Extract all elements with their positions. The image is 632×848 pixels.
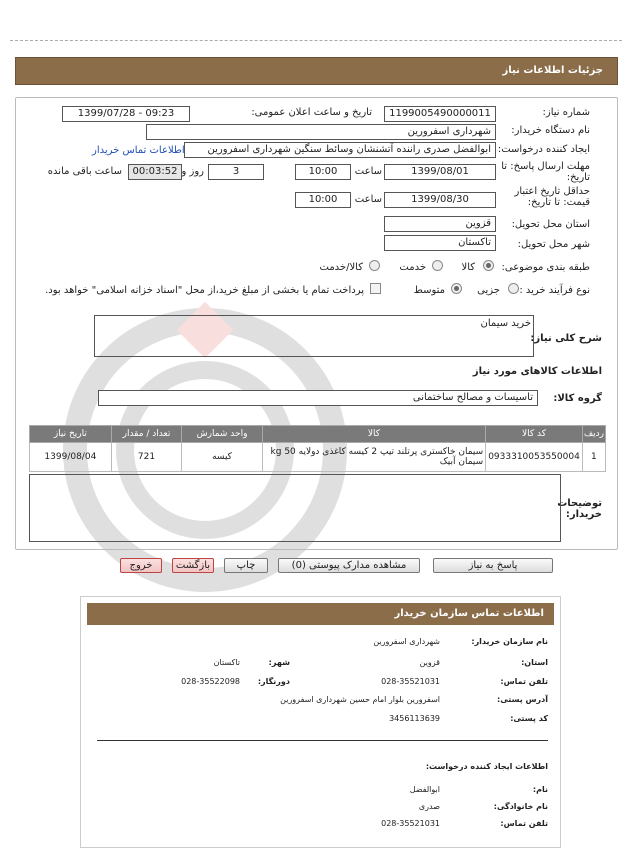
- buyer-field: شهرداری اسفرورین: [146, 124, 496, 140]
- remaining-time-field: 00:03:52: [128, 164, 182, 180]
- col-unit: واحد شمارش: [182, 426, 263, 443]
- buyer-contact-link[interactable]: اطلاعات تماس خریدار: [92, 145, 185, 156]
- creator-family-label: نام خانوادگی:: [493, 802, 548, 811]
- buyer-notes-field: [29, 474, 561, 542]
- buyer-notes-label: توضیحات خریدار:: [557, 498, 602, 520]
- category-service-radio[interactable]: [432, 260, 443, 271]
- cell-qty: 721: [111, 443, 182, 472]
- process-partial-radio[interactable]: [508, 283, 519, 294]
- cell-unit: کیسه: [182, 443, 263, 472]
- creator-phone-label: تلفن تماس:: [500, 819, 548, 828]
- deadline-time-label: ساعت: [354, 166, 382, 177]
- category-label: طبقه بندی موضوعی:: [501, 262, 590, 273]
- category-goods-radio[interactable]: [483, 260, 494, 271]
- page-header: [15, 57, 618, 85]
- announce-field: 1399/07/28 - 09:23: [62, 106, 190, 122]
- contact-city-value: تاکستان: [213, 658, 240, 667]
- process-label: نوع فرآیند خرید :: [519, 285, 590, 296]
- page-title: جزئیات اطلاعات نیاز: [502, 65, 603, 76]
- col-qty: تعداد / مقدار: [111, 426, 182, 443]
- category-service-label: خدمت: [399, 262, 426, 273]
- buyer-contact-card: [80, 596, 561, 848]
- contact-phone-value: 028-35521031: [381, 677, 440, 686]
- contact-title: اطلاعات تماس سازمان خریدار: [394, 608, 544, 619]
- province-field: قزوین: [384, 216, 496, 232]
- col-date: تاریخ نیاز: [30, 426, 112, 443]
- validity-date-field: 1399/08/30: [384, 192, 496, 208]
- process-medium-radio[interactable]: [451, 283, 462, 294]
- creator-phone-value: 028-35521031: [381, 819, 440, 828]
- validity-label: حداقل تاریخ اعتبار قیمت: تا تاریخ:: [514, 186, 590, 208]
- process-medium-label: متوسط: [413, 285, 445, 296]
- goods-group-field: تاسیسات و مصالح ساختمانی: [98, 390, 538, 406]
- category-goods-label: کالا: [461, 262, 475, 273]
- creator-family-value: صدری: [418, 802, 440, 811]
- top-divider: [10, 40, 622, 41]
- buyer-label: نام دستگاه خریدار:: [511, 125, 590, 136]
- contact-postal-label: کد پستی:: [510, 714, 548, 723]
- days-label: روز و: [181, 166, 204, 177]
- creator-info-title: اطلاعات ایجاد کننده درخواست:: [425, 762, 548, 771]
- process-partial-label: جزیی: [477, 285, 500, 296]
- col-item: کالا: [262, 426, 485, 443]
- contact-fax-label: دورنگار:: [257, 677, 290, 686]
- contact-city-label: شهر:: [268, 658, 290, 667]
- contact-phone-label: تلفن تماس:: [500, 677, 548, 686]
- col-code: کد کالا: [486, 426, 583, 443]
- goods-group-label: گروه کالا:: [553, 393, 602, 404]
- exit-button[interactable]: خروج: [120, 558, 162, 573]
- category-goods-service-radio[interactable]: [369, 260, 380, 271]
- city-field: تاکستان: [384, 235, 496, 251]
- table-row: [30, 443, 606, 472]
- contact-postal-value: 3456113639: [389, 714, 440, 723]
- validity-time-label: ساعت: [354, 194, 382, 205]
- contact-province-value: قزوین: [419, 658, 440, 667]
- category-goods-service-label: کالا/خدمت: [319, 262, 363, 273]
- summary-text: خرید سیمان: [480, 318, 531, 329]
- cell-date: 1399/08/04: [30, 443, 112, 472]
- remaining-label: ساعت باقی مانده: [47, 166, 122, 177]
- reply-button[interactable]: پاسخ به نیاز: [433, 558, 553, 573]
- creator-field: ابوالفضل صدری راننده آتشنشان وسائط سنگین شهرداری اسفرورین: [184, 142, 496, 158]
- city-label: شهر محل تحویل:: [517, 239, 590, 250]
- org-value: شهرداری اسفرورین: [373, 637, 440, 646]
- deadline-label: مهلت ارسال پاسخ: تا تاریخ:: [501, 161, 590, 183]
- col-row: ردیف: [582, 426, 605, 443]
- contact-fax-value: 028-35522098: [181, 677, 240, 686]
- summary-field: [94, 315, 534, 357]
- treasury-payment-checkbox[interactable]: [370, 283, 381, 294]
- org-label: نام سازمان خریدار:: [471, 637, 548, 646]
- attachments-button[interactable]: مشاهده مدارک پیوستی (0): [278, 558, 420, 573]
- announce-label: تاریخ و ساعت اعلان عمومی:: [251, 107, 372, 118]
- need-number-field: 1199005490000011: [384, 106, 496, 122]
- cell-row: 1: [582, 443, 605, 472]
- treasury-payment-note: پرداخت تمام یا بخشی از مبلغ خرید،از محل "اسناد خزانه اسلامی" خواهد بود.: [45, 285, 364, 296]
- creator-name-label: نام:: [532, 785, 548, 794]
- need-number-label: شماره نیاز:: [542, 107, 590, 118]
- summary-label: شرح کلی نیاز:: [530, 333, 602, 344]
- contact-header: [87, 603, 554, 625]
- deadline-time-field: 10:00: [295, 164, 351, 180]
- deadline-date-field: 1399/08/01: [384, 164, 496, 180]
- validity-time-field: 10:00: [295, 192, 351, 208]
- back-button[interactable]: بازگشت: [172, 558, 214, 573]
- cell-code: 0933310053550004: [486, 443, 583, 472]
- days-field: 3: [208, 164, 264, 180]
- province-label: استان محل تحویل:: [511, 219, 590, 230]
- goods-table: [29, 425, 606, 472]
- contact-address-value: اسفرورین بلوار امام حسین شهرداری اسفرورین: [280, 695, 440, 704]
- contact-province-label: استان:: [521, 658, 548, 667]
- contact-address-label: آدرس پستی:: [497, 695, 548, 704]
- contact-divider: [97, 740, 548, 741]
- print-button[interactable]: چاپ: [224, 558, 268, 573]
- creator-name-value: ابوالفضل: [409, 785, 440, 794]
- cell-item: سیمان خاکستری پرتلند تیپ 2 کیسه کاغذی دولایه 50 kg سیمان آبیک: [262, 443, 485, 472]
- creator-label: ایجاد کننده درخواست:: [497, 144, 590, 155]
- goods-section-title: اطلاعات کالاهای مورد نیاز: [472, 366, 602, 377]
